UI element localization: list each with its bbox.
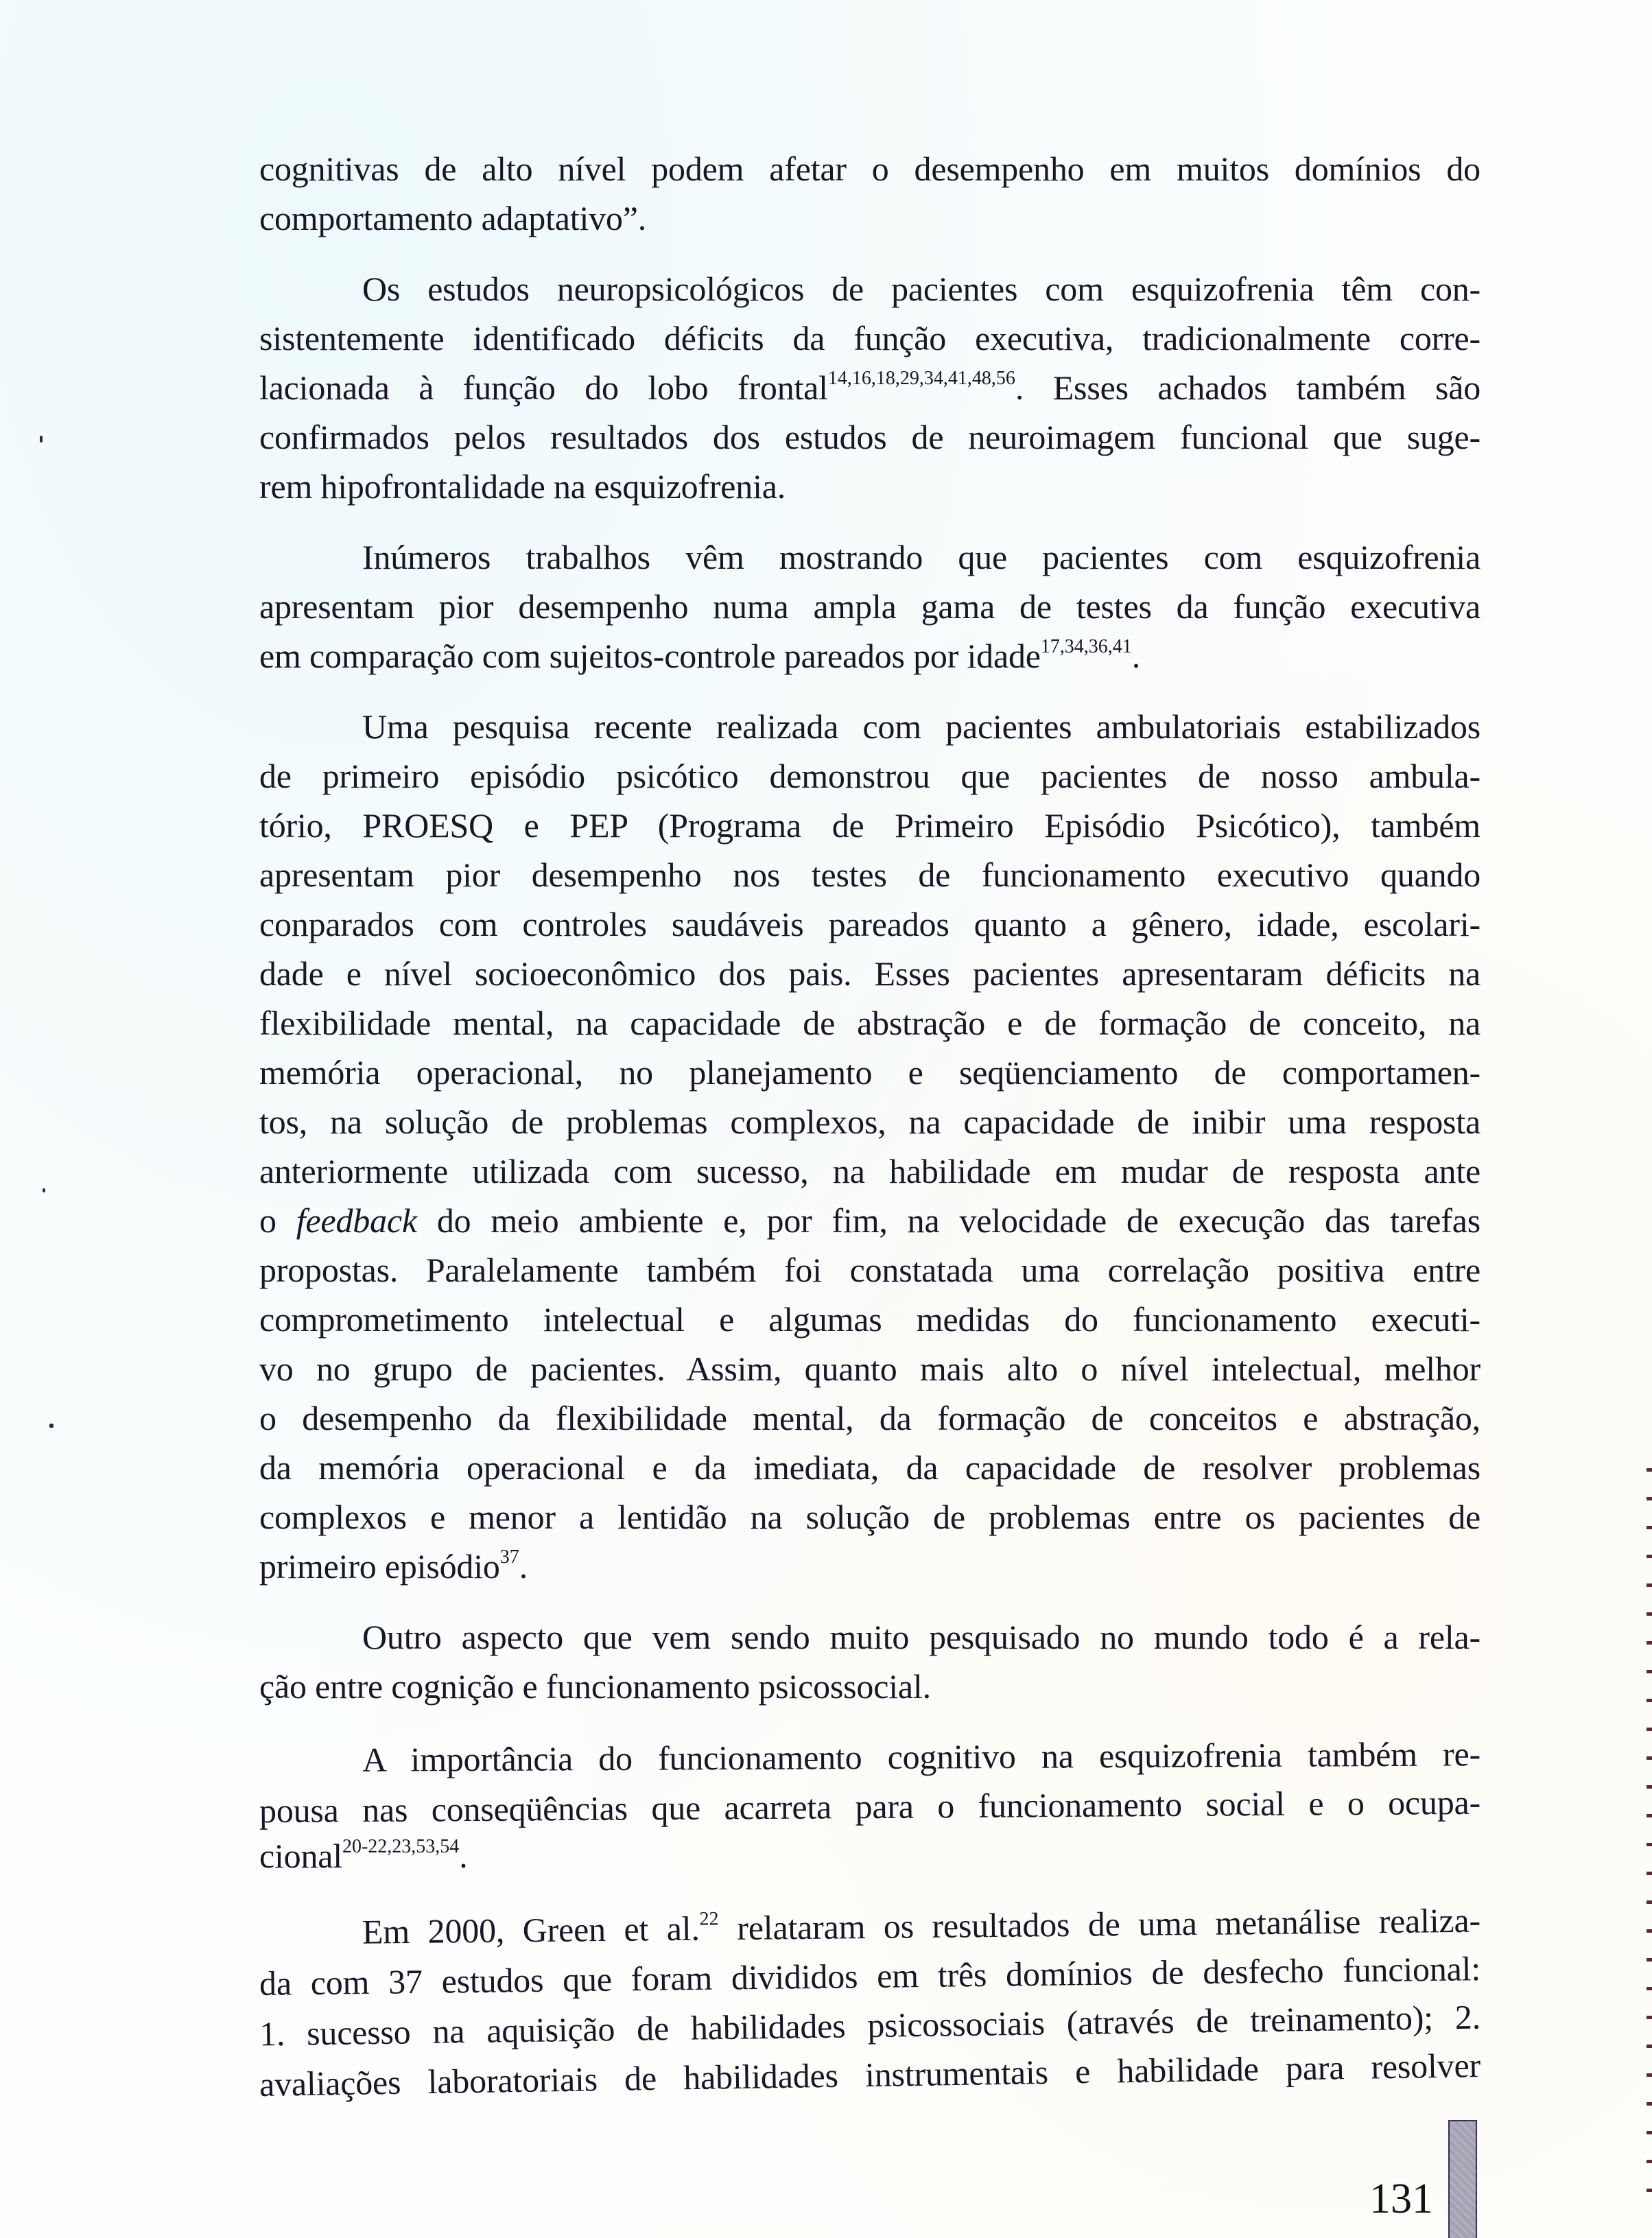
text-line [259,1245,1480,1295]
edge-mark [1647,1728,1652,1731]
text-line [259,264,1480,314]
text-line [259,1831,1480,1887]
text-run: A importância do funcionamento cognitivo na esquizofrenia também re- [362,1734,1481,1779]
text-line [259,1662,1480,1711]
text-line [259,582,1480,631]
text-run: o [259,1201,296,1240]
text-line [259,363,1480,419]
text-run: Outro aspecto que vem sendo muito pesquisado no mundo todo é a rela- [362,1618,1480,1656]
edge-mark [1647,1756,1652,1760]
text-run: anteriormente utilizada com sucesso, na habilidade em mudar de resposta ante [259,1152,1480,1190]
edge-mark [1647,2131,1652,2134]
edge-mark [1647,1555,1652,1558]
text-line [259,1295,1480,1344]
text-line [259,193,1480,243]
text-run: primeiro episódio [259,1547,500,1586]
edge-mark [1647,1785,1652,1789]
text-line [259,1146,1480,1196]
text-run: memória operacional, no planejamento e seqüenciamento de comportamen- [259,1053,1480,1092]
edge-mark [1647,1843,1652,1846]
text-run: vo no grupo de pacientes. Assim, quanto mais alto o nível intelectual, melhor [259,1350,1480,1388]
text-line [259,850,1480,899]
text-run: conparados com controles saudáveis pareados quanto a gênero, idade, escolari- [259,905,1480,943]
text-run: tos, na solução de problemas complexos, na capacidade de inibir uma resposta [259,1103,1480,1141]
chapter-thumb-tab [1448,2120,1477,2238]
text-run: sistentemente identificado déficits da função executiva, tradicionalmente corre- [259,319,1480,357]
edge-mark [1647,1900,1652,1904]
text-line [259,1778,1480,1835]
text-run: Inúmeros trabalhos vêm mostrando que pacientes com esquizofrenia [362,538,1480,576]
text-line [259,1344,1480,1393]
text-line [259,1612,1480,1662]
text-run: tório, PROESQ e PEP (Programa de Primeiro Episódio Psicótico), também [259,806,1480,845]
text-run: rem hipofrontalidade na esquizofrenia. [259,467,786,506]
italic-term: feedback [296,1201,417,1240]
text-run: complexos e menor a lentidão na solução de problemas entre os pacientes de [259,1498,1480,1536]
text-run: da memória operacional e da imediata, da capacidade de resolver problemas [259,1448,1480,1487]
edge-mark [1647,1583,1652,1587]
page-edge-marks [1645,1468,1652,2237]
text-run: dade e nível socioeconômico dos pais. Esses pacientes apresentaram déficits na [259,954,1480,993]
edge-mark [1647,2045,1652,2048]
edge-mark [1647,1612,1652,1616]
text-run: relataram os resultados de uma metanálise realiza- [718,1900,1481,1948]
edge-mark [1647,2160,1652,2163]
text-run: apresentam pior desempenho nos testes de funcionamento executivo quando [259,856,1480,894]
text-run: avaliações laboratoriais de habilidades instrumentais e habilidade para resolver [259,2046,1481,2104]
citation-superscript: 17,34,36,41 [1040,636,1132,657]
page-number: 131 [1369,2176,1433,2222]
edge-mark [1647,1699,1652,1702]
text-line [259,949,1480,998]
text-line [259,702,1480,751]
text-run: propostas. Paralelamente também foi constatada uma correlação positiva entre [259,1251,1480,1289]
text-run: o desempenho da flexibilidade mental, da formação de conceitos e abstração, [259,1399,1480,1437]
edge-mark [1647,1468,1652,1472]
text-run: Em 2000, Green et al. [362,1909,700,1951]
text-run: 1. sucesso na aquisição de habilidades psicossociais (através de treinamento); 2. [259,1997,1481,2053]
text-line [259,801,1480,850]
margin-speck [43,1188,45,1192]
citation-superscript: 22 [699,1908,719,1930]
text-line [259,1542,1480,1597]
text-line [259,631,1480,687]
text-run: . [1131,637,1141,675]
text-line [259,998,1480,1048]
edge-mark [1647,2016,1652,2019]
text-run: de primeiro episódio psicótico demonstrou que pacientes de nosso ambula- [259,757,1480,795]
edge-mark [1647,1929,1652,1933]
text-run: da com 37 estudos que foram divididos em três domínios de desfecho funcional: [259,1949,1481,2003]
text-line [259,1097,1480,1146]
text-run: . [459,1837,468,1875]
edge-mark [1647,1987,1652,1990]
edge-mark [1647,1872,1652,1875]
citation-superscript: 20-22,23,53,54 [342,1836,460,1857]
text-line [259,1492,1480,1542]
edge-mark [1647,1497,1652,1500]
text-run: Uma pesquisa recente realizada com pacientes ambulatoriais estabilizados [362,707,1480,746]
text-line [259,412,1480,462]
text-line [259,1393,1480,1443]
text-run: ção entre cognição e funcionamento psicossocial. [259,1667,931,1706]
edge-mark [1647,2189,1652,2192]
text-run: cognitivas de alto nível podem afetar o desempenho em muitos domínios do [259,150,1480,188]
text-run: Os estudos neuropsicológicos de pacientes com esquizofrenia têm con- [362,270,1480,308]
text-line [259,314,1480,363]
text-line [259,462,1480,511]
text-run: lacionada à função do lobo frontal [259,368,828,407]
margin-speck [49,1424,54,1428]
text-run: . [519,1547,528,1586]
citation-superscript: 37 [499,1546,519,1568]
citation-superscript: 14,16,18,29,34,41,48,56 [827,368,1015,389]
edge-mark [1647,1641,1652,1645]
edge-mark [1647,1958,1652,1962]
text-run: confirmados pelos resultados dos estudos de neuroimagem funcional que suge- [259,418,1480,456]
text-run: apresentam pior desempenho numa ampla gama de testes da função executiva [259,587,1480,626]
text-line [259,751,1480,801]
edge-mark [1647,2102,1652,2106]
edge-mark [1647,2073,1652,2077]
edge-mark [1647,1670,1652,1673]
text-line [259,1048,1480,1097]
text-run: . Esses achados também são [1015,368,1481,407]
text-line [259,1729,1480,1784]
text-line [259,532,1480,582]
edge-mark [1647,1526,1652,1529]
text-run: em comparação com sujeitos-controle pareados por idade [259,637,1041,675]
text-line [259,1443,1480,1492]
text-line [259,899,1480,949]
text-run: do meio ambiente e, por fim, na velocidade de execução das tarefas [416,1201,1480,1240]
edge-mark [1647,1814,1652,1817]
text-run: comportamento adaptativo”. [259,199,647,237]
text-line [259,1196,1480,1245]
text-line [259,144,1480,193]
text-run: flexibilidade mental, na capacidade de abstração e de formação de conceito, na [259,1004,1480,1042]
text-run: pousa nas conseqüências que acarreta para o funcionamento social e o ocupa- [259,1782,1481,1830]
text-run: comprometimento intelectual e algumas medidas do funcionamento executi- [259,1300,1480,1339]
text-run: cional [259,1837,342,1875]
margin-speck [40,436,43,443]
